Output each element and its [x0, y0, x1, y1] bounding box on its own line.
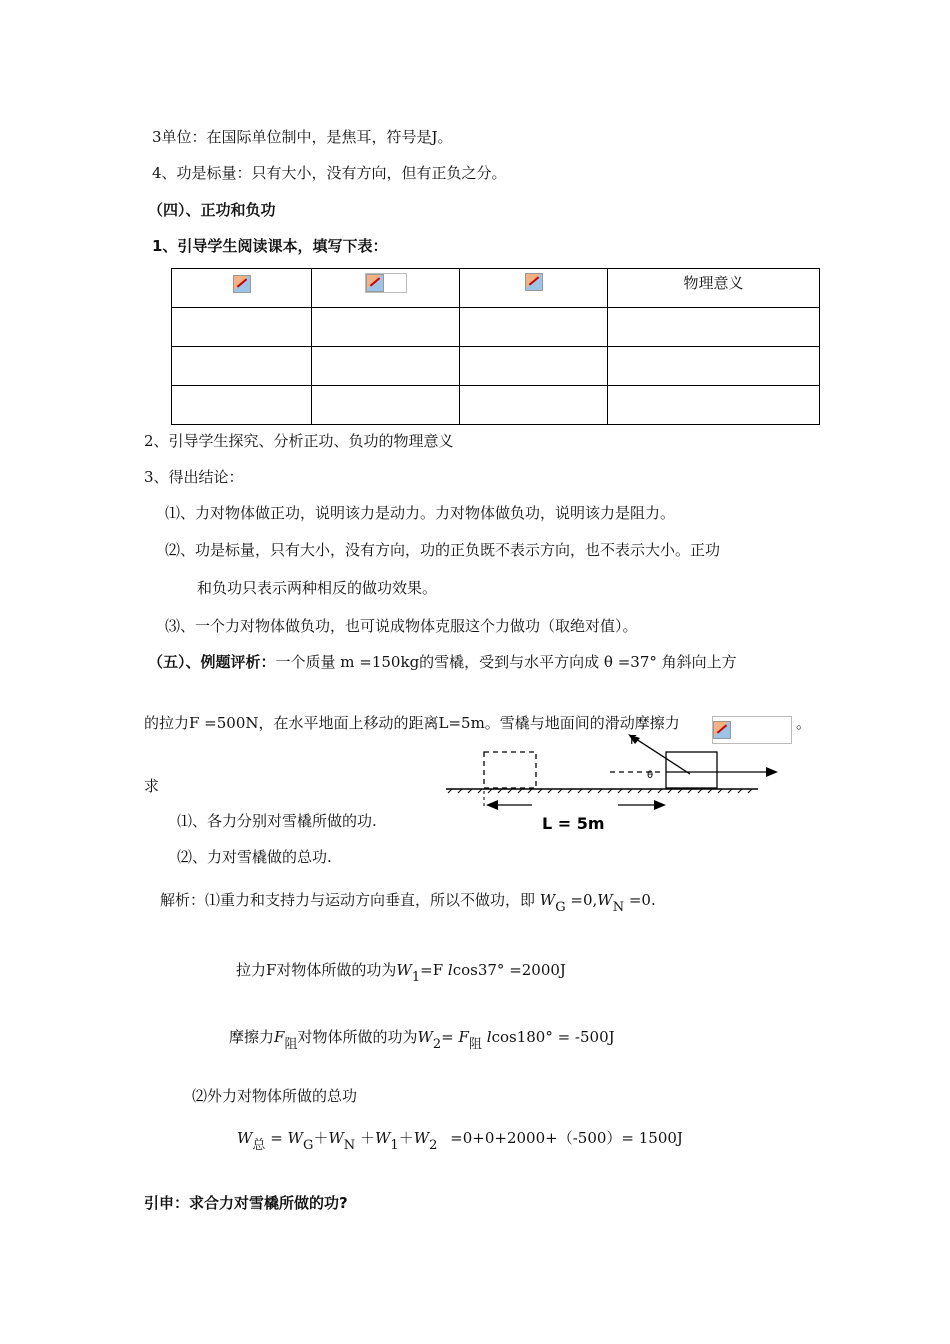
conclusion-1: ⑴、力对物体做正功，说明该力是动力。力对物体做负功，说明该力是阻力。: [165, 504, 676, 522]
conclusion-2a: ⑵、功是标量，只有大小，没有方向，功的正负既不表示方向，也不表示大小。正功: [165, 541, 721, 559]
table-cell: [312, 308, 460, 347]
pull-work-line: 拉力F对物体所做的功为$W_1=F$ lcos37° =2000J: [236, 961, 566, 985]
conclusion-heading: 3、得出结论：: [144, 468, 244, 486]
ask-1: ⑴、各力分别对雪橇所做的功.: [177, 812, 377, 830]
guide-read-line: 1、引导学生阅读课本，填写下表：: [152, 237, 388, 255]
section-5-heading: （五）、例题评析：: [148, 653, 276, 671]
table-cell: [172, 308, 312, 347]
conclusion-2b: 和负功只表示两种相反的做功效果。: [197, 579, 438, 597]
sled-box: [666, 752, 717, 788]
image-placeholder-icon: [365, 273, 407, 293]
friction-work-line: 摩擦力$F_阻$对物体所做的功为$W_2= F_阻$ lcos180° = -500J: [229, 1028, 615, 1052]
example-text-2: 的拉力F =500N，在水平地面上移动的距离L=5m。雪橇与地面间的滑动摩擦力: [144, 714, 680, 732]
angle-label: θ: [647, 770, 654, 781]
table-cell: [312, 386, 460, 425]
unit-line: 3单位：在国际单位制中，是焦耳，符号是J。: [152, 128, 453, 146]
table-cell: [608, 347, 820, 386]
section-4-heading: （四）、正功和负功: [148, 201, 276, 219]
scalar-line: 4、功是标量：只有大小，没有方向，但有正负之分。: [152, 164, 507, 182]
example-line-2-end: 。: [796, 714, 812, 732]
table-cell: [312, 347, 460, 386]
table-cell: [460, 308, 608, 347]
fill-in-table: [171, 268, 820, 425]
image-placeholder-icon: [233, 275, 251, 293]
conclusion-3: ⑶、一个力对物体做负功，也可说成物体克服这个力做功（取绝对值）。: [165, 617, 638, 635]
total-work-heading: ⑵外力对物体所做的总功: [192, 1087, 358, 1105]
table-cell: [608, 386, 820, 425]
force-label: F: [630, 733, 637, 747]
force-vector: [633, 737, 690, 774]
example-text: 一个质量 m =150kg的雪橇，受到与水平方向成 θ =37° 角斜向上方: [275, 653, 737, 671]
ask-2: ⑵、力对雪橇做的总功.: [177, 848, 332, 866]
table-cell: [608, 308, 820, 347]
motion-arrowhead: [766, 767, 778, 777]
total-work-line: $W_总 = W_G+W_N +W_1+W_2 =0+0+2000+(-500)= 1500J$: [237, 1129, 683, 1153]
extension-question: 引申：求合力对雪橇所做的功?: [144, 1194, 348, 1212]
guide-explore-line: 2、引导学生探究、分析正功、负功的物理意义: [144, 432, 454, 450]
table-cell: [460, 347, 608, 386]
example-line: [148, 652, 737, 672]
initial-position-box: [484, 752, 536, 788]
qiu-text: 求: [144, 777, 160, 795]
header-cell-1: [172, 269, 312, 308]
distance-label: L = 5m: [542, 814, 605, 833]
table-cell: [460, 386, 608, 425]
sled-diagram: [440, 725, 790, 840]
solution-line: 解析：⑴重力和支持力与运动方向垂直，所以不做功，即 $W_G =0,W_N =0$.: [160, 891, 656, 915]
header-cell-4: 物理意义: [608, 269, 820, 308]
header-cell-3: [460, 269, 608, 308]
header-cell-2: [312, 269, 460, 308]
table-cell: [172, 347, 312, 386]
image-placeholder-icon: [525, 273, 543, 291]
table-cell: [172, 386, 312, 425]
